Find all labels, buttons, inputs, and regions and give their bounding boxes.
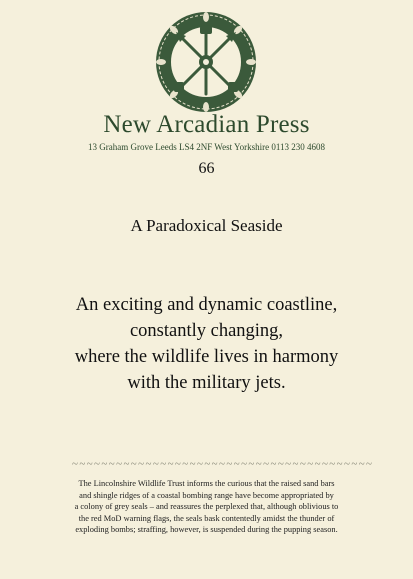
poem-line: where the wildlife lives in harmony: [74, 347, 339, 367]
footnote-line: The Lincolnshire Wildlife Trust informs the curious that the raised sand bars: [78, 479, 335, 488]
publisher-name: New Arcadian Press: [103, 111, 310, 138]
issue-number: 66: [198, 160, 215, 177]
footnote-line: and shingle ridges of a coastal bombing range have become appropriated by: [79, 490, 334, 500]
poem-title: A Paradoxical Seaside: [130, 216, 283, 235]
poem-line: constantly changing,: [129, 321, 284, 341]
footnote-line: exploding bombs; straffing, however, is suspended during the pupping season.: [75, 525, 338, 535]
poem-line: An exciting and dynamic coastline,: [75, 295, 338, 315]
arcadian-wreath-emblem-icon: [152, 8, 260, 116]
footnote-line: a colony of grey seals – and reassures the perplexed that, although oblivious to: [74, 502, 339, 512]
poem-verse: [0, 292, 413, 396]
footnote-line: the red MoD warning flags, the seals bask contentedly amidst the thunder of: [78, 513, 335, 523]
footnote: [60, 478, 353, 536]
poem-line: with the military jets.: [127, 373, 286, 393]
publisher-address: 13 Graham Grove Leeds LS4 2NF West Yorkshire 0113 230 4608: [87, 142, 325, 152]
wavy-divider: ~~~~~~~~~~~~~~~~~~~~~~~~~~~~~~~~~~~~~~~~~: [72, 458, 374, 470]
